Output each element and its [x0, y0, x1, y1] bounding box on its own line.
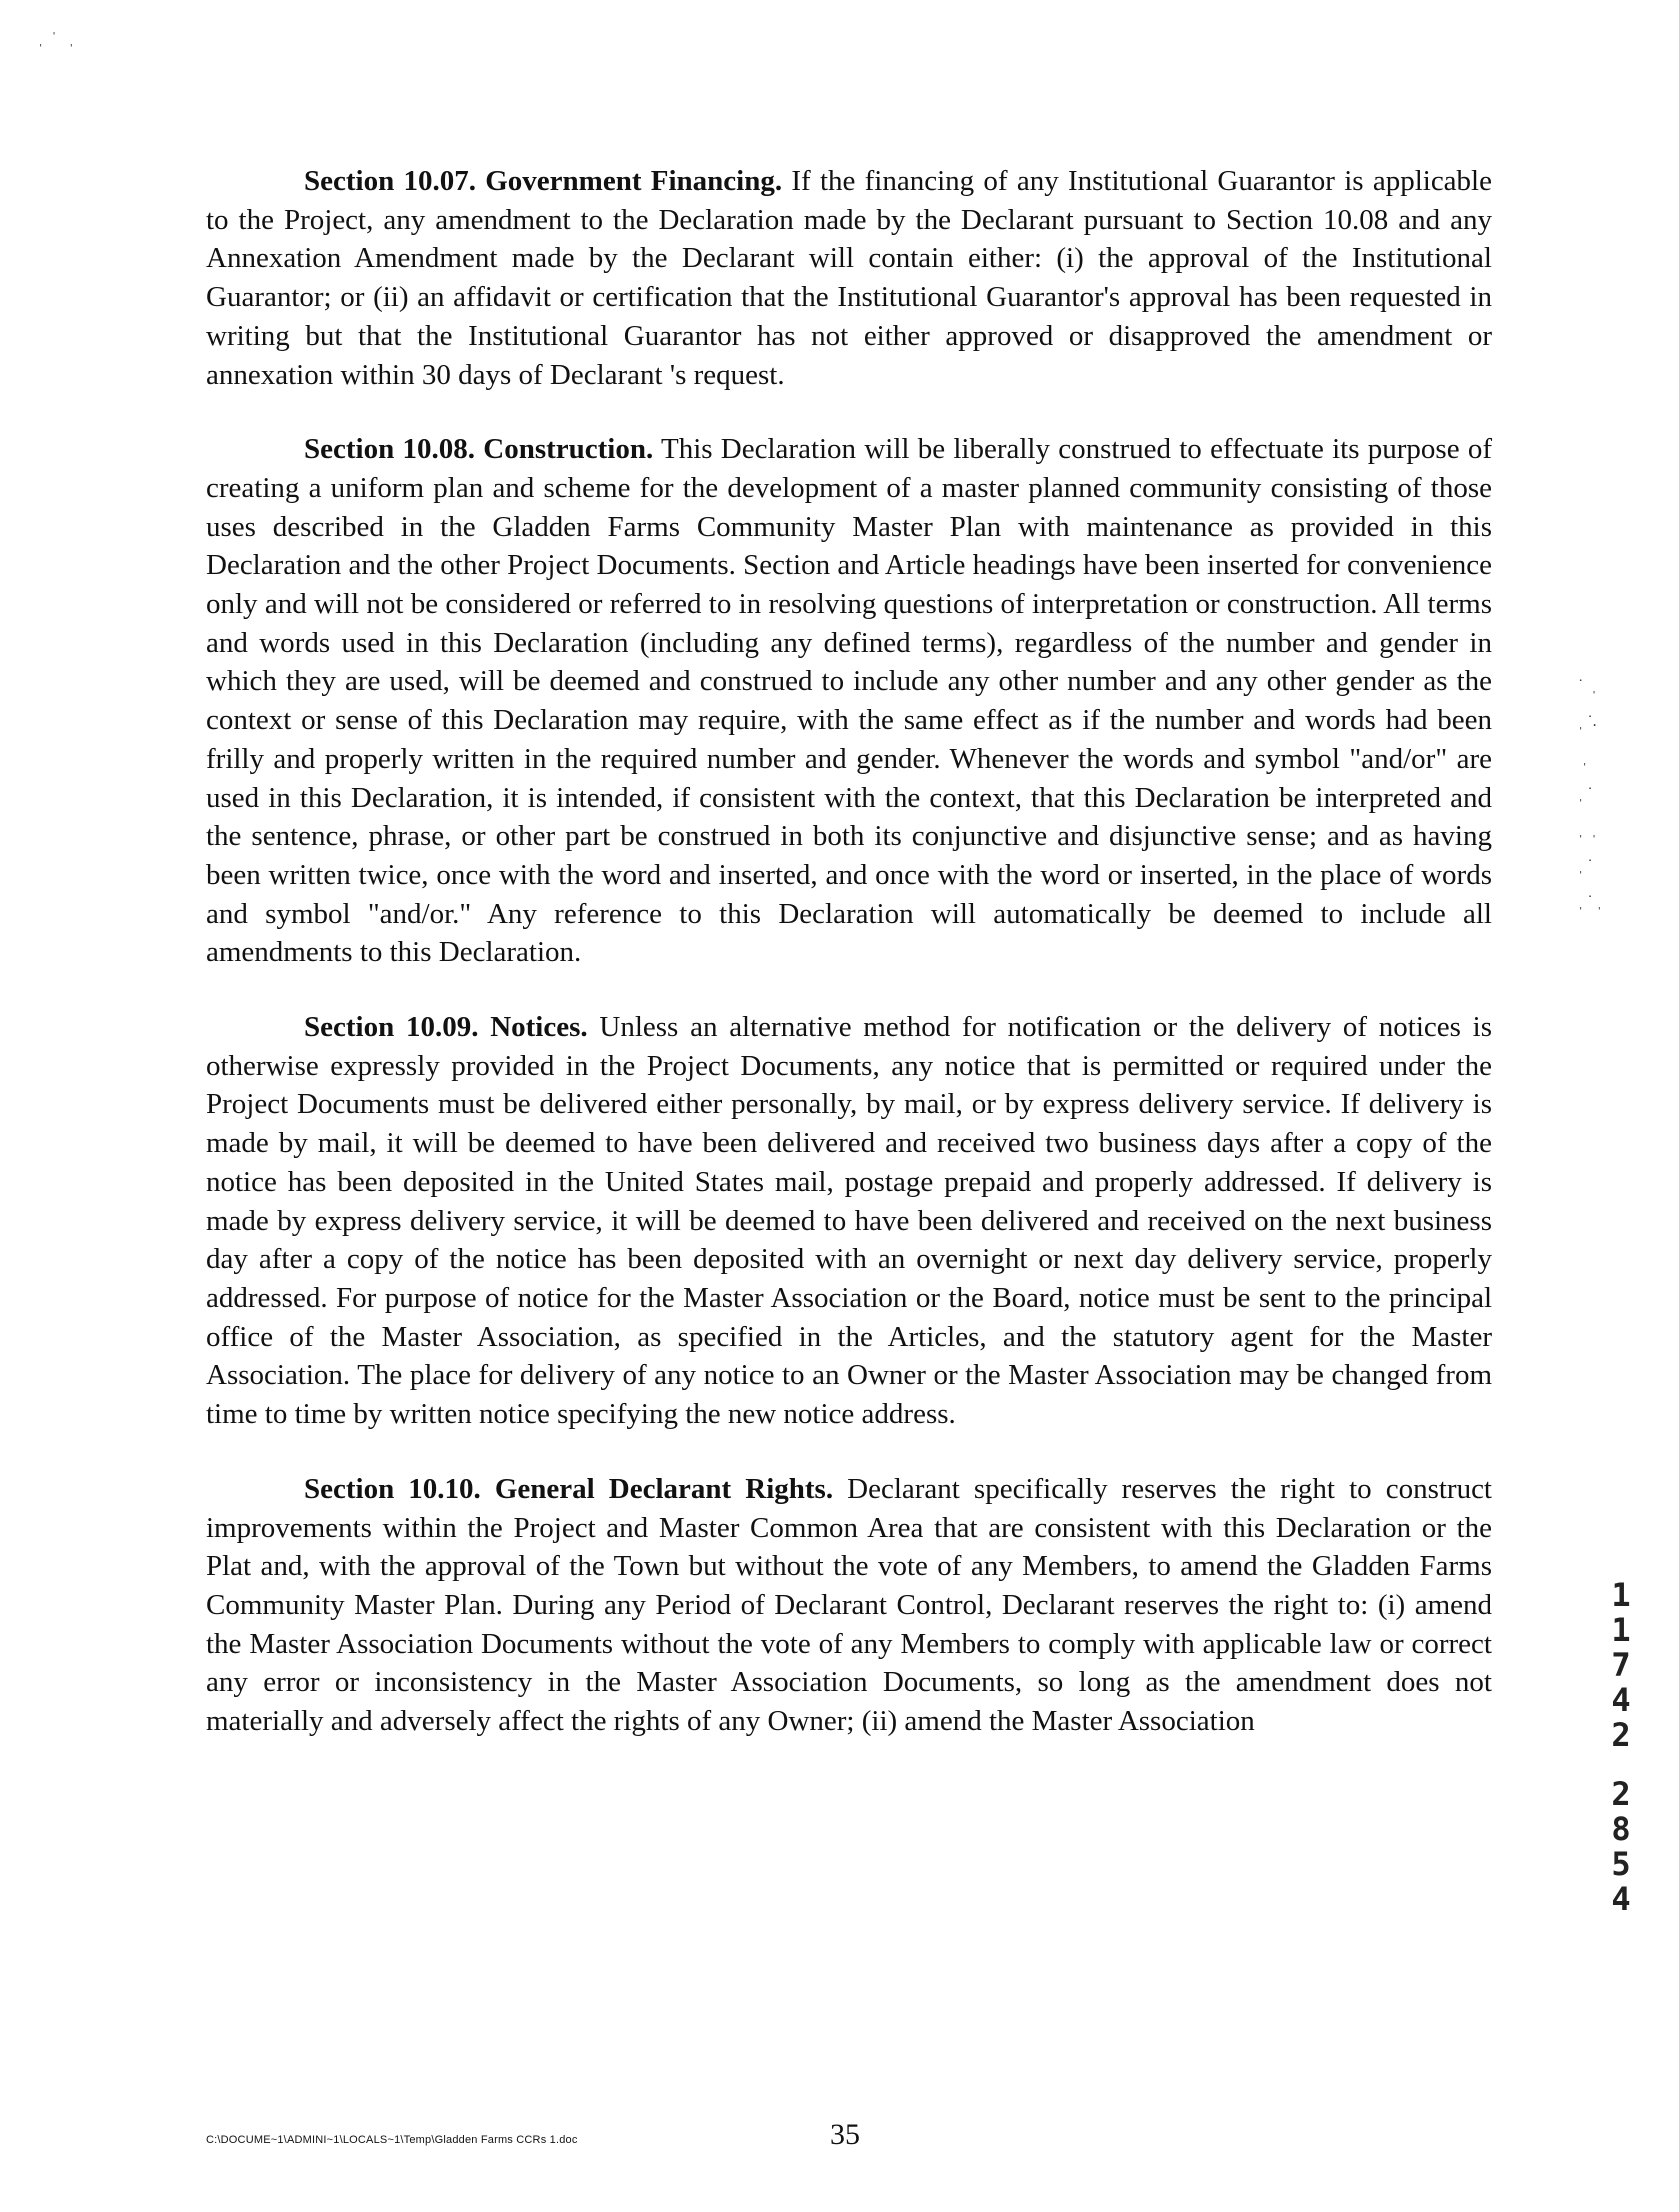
section-10-09 [206, 1008, 1492, 1434]
section-body: Unless an alternative method for notification or the delivery of notices is otherwise expressly provided in the Project Documents, any notice that is permitted or required under the Project Documents must be delivered either personally, by mail, or by express delivery service. If delivery is made by mail, it will be deemed to have been delivered and received two business days after a copy of the notice has been deposited in the United States mail, postage prepaid and properly addressed. If delivery is made by express delivery service, it will be deemed to have been delivered and received on the next business day after a copy of the notice has been deposited with an overnight or next day delivery service, properly addressed. For purpose of notice for the Master Association or the Board, notice must be sent to the principal office of the Master Association, as specified in the Articles, and the statutory agent for the Master Association. The place for delivery of any notice to an Owner or the Master Association may be changed from time to time by written notice specifying the new notice address. [206, 1011, 1492, 1431]
section-body: This Declaration will be liberally construed to effectuate its purpose of creating a uniform plan and scheme for the development of a master planned community consisting of those uses described in the Gladden Farms Community Master Plan with maintenance as provided in this Declaration and the other Project Documents. Section and Article headings have been inserted for convenience only and will not be considered or referred to in resolving questions of interpretation or construction. All terms and words used in this Declaration (including any defined terms), regardless of the number and gender in which they are used, will be deemed and construed to include any other number and any other gender as the context or sense of this Declaration may require, with the same effect as if the number and words had been frilly and properly written in the required number and gender. Whenever the words and symbol "and/or" are used in this Declaration, it is intended, if consistent with the context, that this Declaration be interpreted and the sentence, phrase, or other part be construed in both its conjunctive and disjunctive sense; and as having been written twice, once with the word and inserted, and once with the word or inserted, in the place of words and symbol "and/or." Any reference to this Declaration will automatically be deemed to include all amendments to this Declaration. [206, 433, 1492, 969]
recording-stamp [1606, 1578, 1636, 1917]
stamp-digit: 2 [1611, 1716, 1631, 1754]
stamp-digit: 4 [1611, 1681, 1631, 1719]
body-text [206, 162, 1492, 1777]
page-number: 35 [830, 2118, 860, 2151]
section-heading: Section 10.07. Government Financing. [304, 165, 783, 197]
scan-artifact: ˌ ˈ ˌ [38, 30, 74, 47]
section-body: Declarant specifically reserves the right to construct improvements within the Project and Master Common Area that are consistent with this Declaration or the Plat and, with the approval of the Town but without the vote of any Members, to amend the Gladden Farms Community Master Plan. During any Period of Declarant Control, Declarant reserves the right to: (i) amend the Master Association Documents without the vote of any Members to comply with applicable law or correct any error or inconsistency in the Master Association Documents, so long as the amendment does not materially and adversely affect the rights of any Owner; (ii) amend the Master Association [206, 1472, 1492, 1738]
section-body: If the financing of any Institutional Guarantor is applicable to the Project, any amendment to the Declaration made by the Declarant pursuant to Section 10.08 and any Annexation Amendment made by the Declarant will contain either: (i) the approval of the Institutional Guarantor; or (ii) an affidavit or certification that the Institutional Guarantor's approval has been requested in writing but that the Institutional Guarantor has not either approved or disapproved the amendment or annexation within 30 days of Declarant 's request. [206, 165, 1492, 391]
stamp-digit: 8 [1611, 1810, 1631, 1848]
section-10-07 [206, 162, 1492, 394]
section-heading: Section 10.09. Notices. [304, 1011, 588, 1044]
section-10-10 [206, 1470, 1492, 1741]
margin-scan-marks: ˙ ˌ ˌ ˙. ˌ ˌ ˙ ˌ ˌ ˌ ˙ ˌ ˙ ˌ [1578, 677, 1602, 910]
stamp-digit: 4 [1611, 1880, 1631, 1918]
section-heading: Section 10.10. General Declarant Rights. [304, 1472, 834, 1505]
section-10-08 [206, 430, 1492, 972]
stamp-digit: 5 [1611, 1845, 1631, 1883]
stamp-digit: 1 [1611, 1576, 1631, 1614]
stamp-digit: 2 [1611, 1775, 1631, 1813]
stamp-digit: 1 [1611, 1611, 1631, 1649]
footer-file-path: C:\DOCUME~1\ADMINI~1\LOCALS~1\Temp\Gladden Farms CCRs 1.doc [206, 2134, 578, 2146]
section-heading: Section 10.08. Construction. [304, 433, 654, 466]
stamp-digit: 7 [1611, 1646, 1631, 1684]
